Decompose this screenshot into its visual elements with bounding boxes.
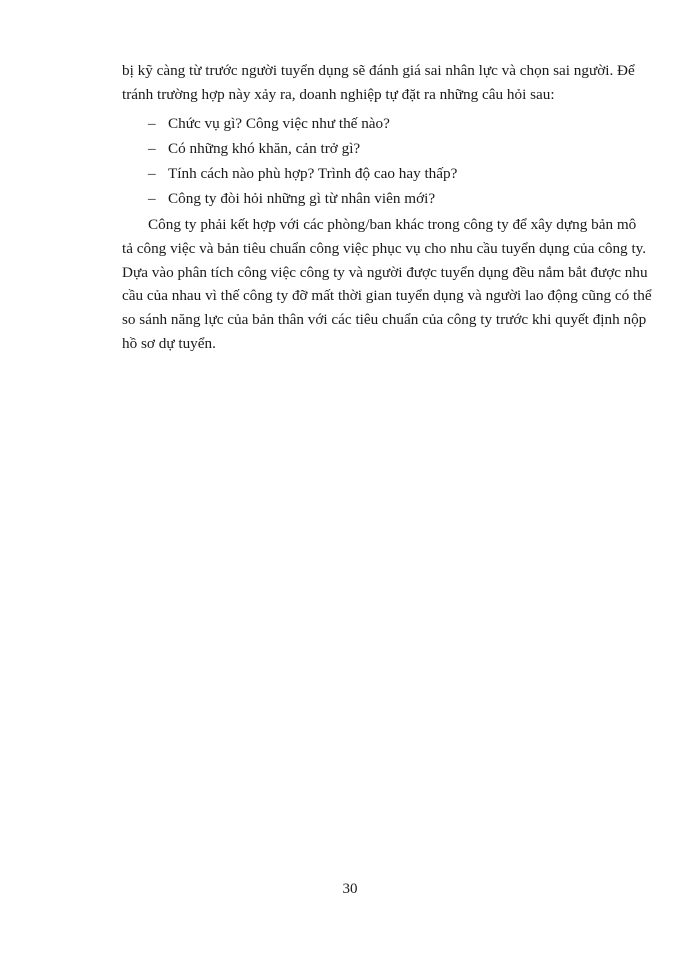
paragraph-line-2: tả công việc và bản tiêu chuẩn công việc phục vụ cho nhu cầu tuyển dụng của công ty. — [122, 240, 647, 257]
paragraph-line-1: Công ty phải kết hợp với các phòng/ban khác trong công ty để xây dựng bản mô — [148, 216, 637, 233]
dash-bullet-icon: – — [148, 115, 156, 132]
paragraph-line-6: hồ sơ dự tuyển. — [122, 335, 216, 352]
paragraph-line-3: Dựa vào phân tích công việc công ty và người được tuyển dụng đều nắm bắt được nhu — [122, 264, 648, 281]
bullet-item-2 — [148, 140, 360, 158]
intro-line-1: bị kỹ càng từ trước người tuyển dụng sẽ đánh giá sai nhân lực và chọn sai người. Để — [122, 62, 635, 79]
paragraph-line-5: so sánh năng lực của bản thân với các tiêu chuẩn của công ty trước khi quyết định nộp — [122, 311, 647, 328]
dash-bullet-icon: – — [148, 165, 156, 182]
intro-line-2: tránh trường hợp này xảy ra, doanh nghiệp tự đặt ra những câu hỏi sau: — [122, 86, 555, 103]
bullet-item-3 — [148, 165, 457, 183]
dash-bullet-icon: – — [148, 140, 156, 157]
bullet-text: Có những khó khăn, cản trở gì? — [168, 140, 361, 157]
bullet-text: Công ty đòi hỏi những gì từ nhân viên mới? — [168, 190, 436, 207]
bullet-item-4 — [148, 190, 435, 208]
page-number: 30 — [342, 881, 358, 897]
paragraph-line-4: cầu của nhau vì thế công ty đỡ mất thời gian tuyển dụng và người lao động cũng có thể — [122, 287, 652, 304]
bullet-text: Tính cách nào phù hợp? Trình độ cao hay thấp? — [168, 165, 458, 182]
dash-bullet-icon: – — [148, 190, 156, 207]
bullet-text: Chức vụ gì? Công việc như thế nào? — [168, 115, 390, 132]
bullet-item-1 — [148, 115, 390, 133]
